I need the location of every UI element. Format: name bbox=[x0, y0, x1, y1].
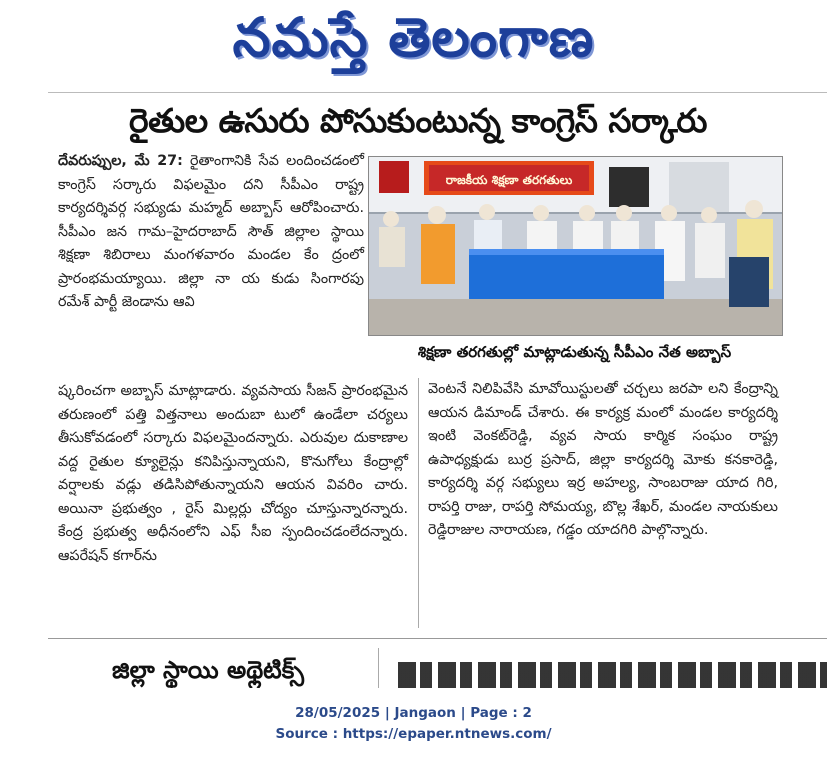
page-footer bbox=[0, 703, 827, 745]
bottom-left-headline: జిల్లా స్థాయి అథ్లెటిక్స్ bbox=[112, 656, 304, 684]
photo-banner-text: రాజకీయ శిక్షణా తరగతులు bbox=[445, 173, 573, 187]
article-text-right: వెంటనే నిలిపివేసి మావోయిస్టులతో చర్చలు జరపా లని కేంద్రాన్ని ఆయన డిమాండ్ చేశారు. ఈ కార్యక్ర మంలో మండల కార్యదర్శి ఇంటి వెంకట్‌రెడ్డి, వ్యవ సాయ కార్మిక సంఘం రాష్ట్ర ఉపాధ్యక్షుడు బుర్ర ప్రసాద్, జిల్లా కార్యదర్శి మోకు కనకారెడ్డి, కార్యదర్శి వర్గ సభ్యులు ఇర్ర అహల్య, సాంబరాజు యాద గిరి, రాపర్తి రాజు, రాపర్తి సోమయ్య, బొల్ల శేఖర్, మండల నాయకులు రెడ్డిరాజుల నారాయణ, గడ్డం యాదగిరి పాల్గొన్నారు. bbox=[428, 381, 778, 538]
photo-caption: శిక్షణా తరగతుల్లో మాట్లాడుతున్న సీపీఎం నేత అబ్బాస్ bbox=[417, 343, 732, 361]
cropped-headline-ink bbox=[398, 662, 827, 688]
bottom-right-headline-cropped bbox=[398, 662, 827, 688]
newspaper-masthead: నమస్తే తెలంగాణ bbox=[232, 6, 595, 69]
article-column-left-continued bbox=[58, 380, 408, 630]
article-headline: రైతుల ఉసురు పోసుకుంటున్న కాంగ్రెస్ సర్కారు bbox=[129, 101, 707, 140]
bottom-divider bbox=[48, 638, 827, 639]
article-body-left bbox=[58, 150, 364, 315]
article-column-right bbox=[428, 378, 778, 628]
article-text-left-continued: ష్కరించగా అబ్బాస్ మాట్లాడారు. వ్యవసాయ సీజన్ ప్రారంభమైన తరుణంలో పత్తి విత్తనాలు అందుబా టులో ఉండేలా చర్యలు తీసుకోవడంలో సర్కారు విఫలమైందన్నారు. ఎరువుల దుకాణాల వద్ద రైతుల క్యూలైన్లు కనిపిస్తున్నాయని, కొనుగోలు కేంద్రాల్లో వర్షాలకు వడ్లు తడిసిపోతున్నాయని ఆయన వివరిం చారు. అయినా ప్రభుత్వం , రైస్ మిల్లర్లు చోద్యం చూస్తున్నారన్నారు. కేంద్ర ప్రభుత్వ అధీనంలోని ఎఫ్ సీఐ స్పందించడంలేదన్నారు. ఆపరేషన్ కగార్‌ను bbox=[58, 383, 408, 564]
footer-edition-info: 28/05/2025 | Jangaon | Page : 2 bbox=[295, 705, 532, 721]
article-text-left: రైతాంగానికి సేవ లందించడంలో కాంగ్రెస్ సర్కారు విఫలమైం దని సీపీఎం రాష్ట్ర కార్యదర్శివర్గ సభ్యుడు మహ్మద్ అబ్బాస్ ఆరోపించారు. సీపీఎం జన గామ–హైదరాబాద్ సౌత్ జిల్లాల స్థాయి శిక్షణా శిబిరాలు మంగళవారం మండల కేం ద్రంలో ప్రారంభమయ్యాయి. జిల్లా నా య కుడు సింగారపు రమేశ్ పార్టీ జెండాను ఆవి bbox=[58, 153, 364, 310]
article-column-left bbox=[58, 150, 364, 380]
footer-source-link[interactable]: Source : https://epaper.ntnews.com/ bbox=[275, 726, 552, 742]
photo-illustration bbox=[369, 157, 782, 335]
dateline: దేవరుప్పుల, మే 27: bbox=[58, 153, 183, 169]
article-photo bbox=[368, 156, 783, 336]
column-divider bbox=[418, 378, 419, 628]
bottom-column-divider bbox=[378, 648, 379, 688]
